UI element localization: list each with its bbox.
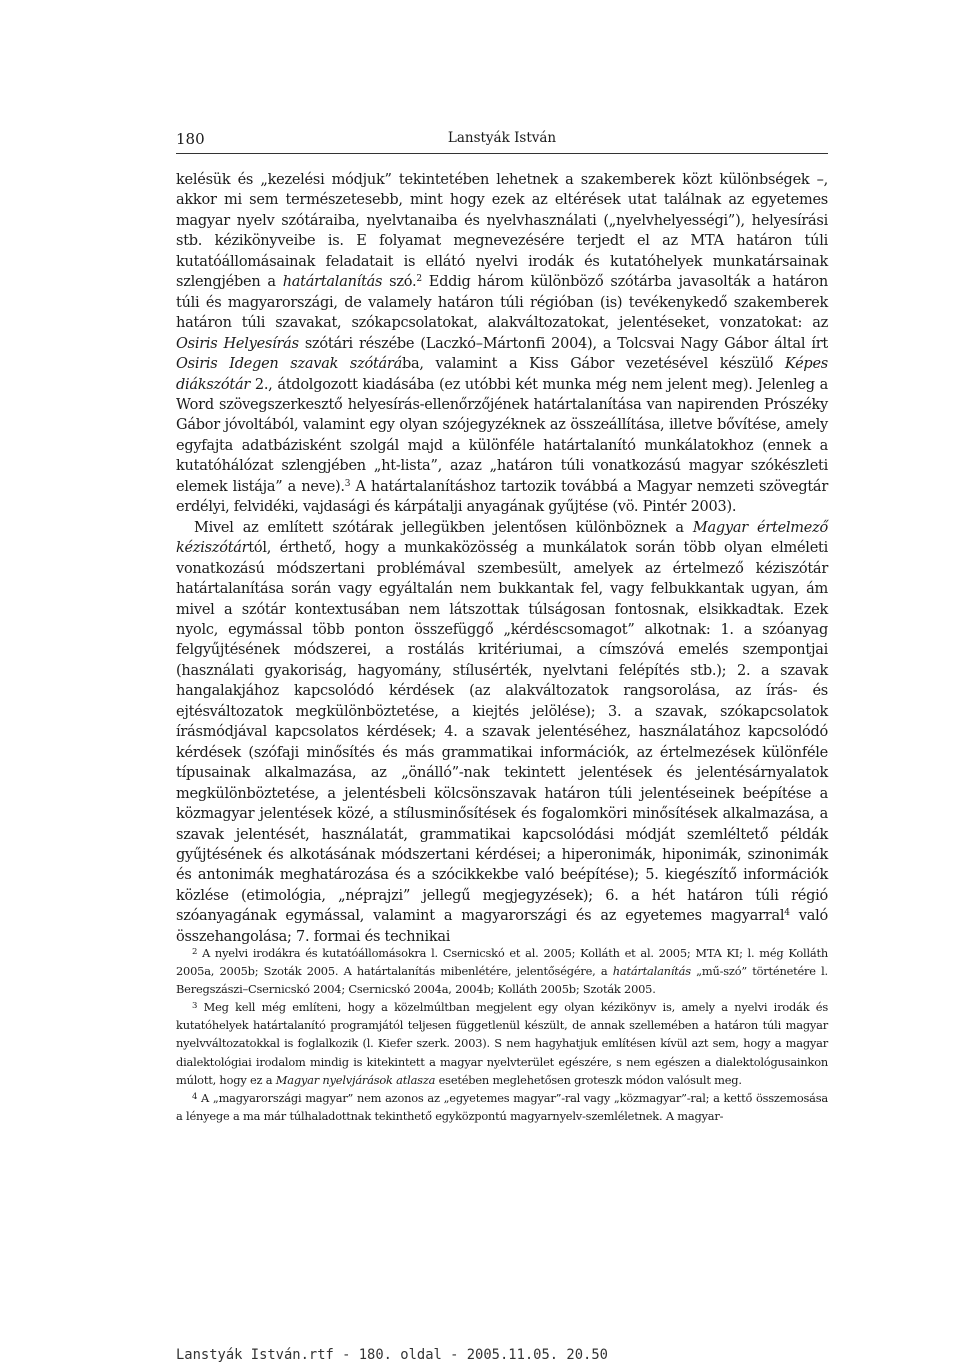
footnotes bbox=[176, 944, 828, 1125]
text-run: A nyelvi irodákra és kutatóállomásokra l. Csernicskó et al. 2005; Kolláth et al. 2005; MTA KI; l. még Kolláth 2005a, 2005b; Szoták 2005. A határtalanítás mibenlétére, jelentőségére, a bbox=[176, 946, 828, 979]
footnote-3 bbox=[176, 998, 828, 1088]
text-run: esetében meglehetősen groteszk módon valósult meg. bbox=[435, 1072, 742, 1087]
text-run: tól, érthető, hogy a munkaközösség a munkálatok során több olyan elméleti vonatkozású módszertani problémával szembesült, amelyek az értelmező kéziszótár határtalanítása során vagy egyáltalán nem bukkantak fel, vagy felbukkantak ugyan, ám mivel a szótár kontextusában nem látszottak túlságosan fontosnak, elsikkadtak. Ezek nyolc, egymással több ponton összefüggő „kérdéscsomagot” alkotnak: 1. a szóanyag felgyűjtésének módszerei, a rostálás kritériumai, a címszóvá emelés szempontjai (használati gyakoriság, hagyomány, stílusérték, nyelvtani felépítés stb.); 2. a szavak hangalakjához kapcsolódó kérdések (az alakváltozatok rangsorolása, az írás- és ejtésváltozatok megkülönböztetése, a kiejtés jelölése); 3. a szavak, szókapcsolatok írásmódjával kapcsolatos kérdések; 4. a szavak jelentéséhez, használatához kapcsolódó kérdések (szófaji minősítés és más grammatikai információk, az értelmezések különféle típusainak alkalmazása, az „önálló”-nak tekintett jelentések és jelentésárnyalatok megkülönböztetése, a jelentésbeli kölcsönszavak határon túli jelentéseinek beépítése a közmagyar jelentések közé, a stílusminősítések és fogalomköri minősítések alkalmazása, a szavak jelentését, használatát, grammatikai kapcsolódási módját szemléltető példák gyűjtésének és alkotásának módszertani kérdései; a hiperonimák, hiponimák, szinonimák és antonimák meghatározása és a szócikkekbe való beépítése); 5. kiegészítő információk közlése (etimológia, „néprajzi” jellegű megjegyzések); 6. a hét határon túli régió szóanyagának egymással, valamint a magyarországi és az egyetemes magyarral bbox=[176, 540, 828, 925]
header-rule bbox=[176, 153, 828, 154]
italic-term: határtalanítás bbox=[612, 964, 691, 979]
text-run: A határtalanításhoz tartozik továbbá a Magyar nemzeti szövegtár erdélyi, felvidéki, vajdasági és kárpátalji anyagának gyűjtése (vö. Pintér 2003). bbox=[176, 478, 829, 516]
main-text bbox=[176, 170, 828, 947]
italic-title: Magyar értelmező kéziszótár bbox=[176, 519, 828, 557]
text-run: szó. bbox=[382, 274, 417, 291]
paragraph-2 bbox=[176, 518, 828, 948]
italic-title: Képes diákszótár bbox=[176, 356, 828, 393]
text-run: kelésük és „kezelési módjuk” tekintetében lehetnek a szakemberek közt különbségek –, akkor mi sem természetesebb, mint hogy ezek az eltérések utat találnak az egyetemes magyar nyelv szótáraiba, nyelvtanaiba és nyelvhasználati („nyelvhelyességi”), helyesírási stb. kézikönyveibe is. E folyamat megnevezésére terjedt el az MTA határon túli kutatóállomásainak feladatait is ellátó nyelvi irodák és kutatóhelyek munkatársainak szlengjében a bbox=[176, 172, 828, 291]
text-run: Mivel az említett szótárak jellegükben jelentősen különböznek a bbox=[194, 519, 693, 536]
footnote-number: 4 bbox=[192, 1091, 198, 1102]
text-run: 2., átdolgozott kiadásába (ez utóbbi két munka még nem jelent meg). Jelenleg a Word szövegszerkesztő helyesírás-ellenőrzőjének határtalanítása van napirenden Prószéky Gábor jóvoltából, valamint egy olyan szójegyzéknek az összeállítása, illetve bővítése, amely egyfajta adatbázisként szolgál majd a különféle határtalanító munkálatokhoz (ennek a kutatóhálózat szlengjében „ht-lista”, azaz „határon túli vonatkozású magyar szókészleti elemek listája” a neve). bbox=[176, 376, 828, 495]
footnote-number: 3 bbox=[192, 1001, 198, 1012]
footnote-4 bbox=[176, 1089, 828, 1125]
footnote-ref-3[interactable]: 3 bbox=[344, 478, 351, 489]
footnote-ref-4[interactable]: 4 bbox=[784, 908, 790, 919]
text-run: „mű-szó” történetére l. Beregszászi–Csernicskó 2004; Csernicskó 2004a, 2004b; Kolláth 2005b; Szoták 2005. bbox=[176, 964, 828, 997]
running-head-author: Lanstyák István bbox=[447, 130, 557, 146]
text-run: Eddig három különböző szótárba javasolták a határon túli és magyarországi, de valamely határon túli régióban (is) tevékenykedő szakemberek határon túli szavakat, szókapcsolatokat, alakváltozatokat, jelentéseket, vonzatokat: az bbox=[176, 274, 828, 332]
italic-title: Osiris Idegen szavak szótárá bbox=[176, 356, 402, 373]
text-run: szótári részébe (Laczkó–Mártonfi 2004), a Tolcsvai Nagy Gábor által írt bbox=[298, 335, 828, 352]
italic-title: Magyar nyelvjárások atlasza bbox=[275, 1072, 436, 1087]
text-run: való összehangolása; 7. formai és technikai bbox=[176, 908, 828, 945]
text-run: Meg kell még említeni, hogy a közelmúltban megjelent egy olyan kézikönyv is, amely a nyelvi irodák és kutatóhelyek határtalanító programjától teljesen függetlenül készült, de annak szellemében a határon túli magyar nyelvváltozatokkal is foglalkozik (l. Kiefer szerk. 2003). S nem hagyhatjuk említésen kívül azt sem, hogy a magyar dialektológiai irodalom mindig is kitekintett a magyar nyelvterület egészére, s nem egészen a dialektológusainkon múlott, hogy ez a bbox=[176, 1000, 828, 1087]
text-run: A „magyarországi magyar” nem azonos az „egyetemes magyar”-ral vagy „közmagyar”-ral; a kettő összemosása a lényege a ma már túlhaladottnak tekinthető egyközpontú magyarnyelv-szemléletnek. A magyar- bbox=[176, 1090, 828, 1123]
footnote-number: 2 bbox=[192, 947, 198, 957]
italic-term: határtalanítás bbox=[282, 274, 383, 291]
paragraph-1 bbox=[176, 170, 828, 518]
file-footer: Lanstyák István.rtf - 180. oldal - 2005.11.05. 20.50 bbox=[176, 1347, 608, 1363]
footnote-2 bbox=[176, 944, 828, 998]
footnote-separator bbox=[176, 928, 306, 929]
italic-title: Osiris Helyesírás bbox=[176, 335, 299, 352]
text-run: ba, valamint a Kiss Gábor vezetésével készülő bbox=[402, 356, 785, 373]
footnote-ref-2[interactable]: 2 bbox=[416, 274, 422, 285]
page-number: 180 bbox=[176, 130, 205, 148]
